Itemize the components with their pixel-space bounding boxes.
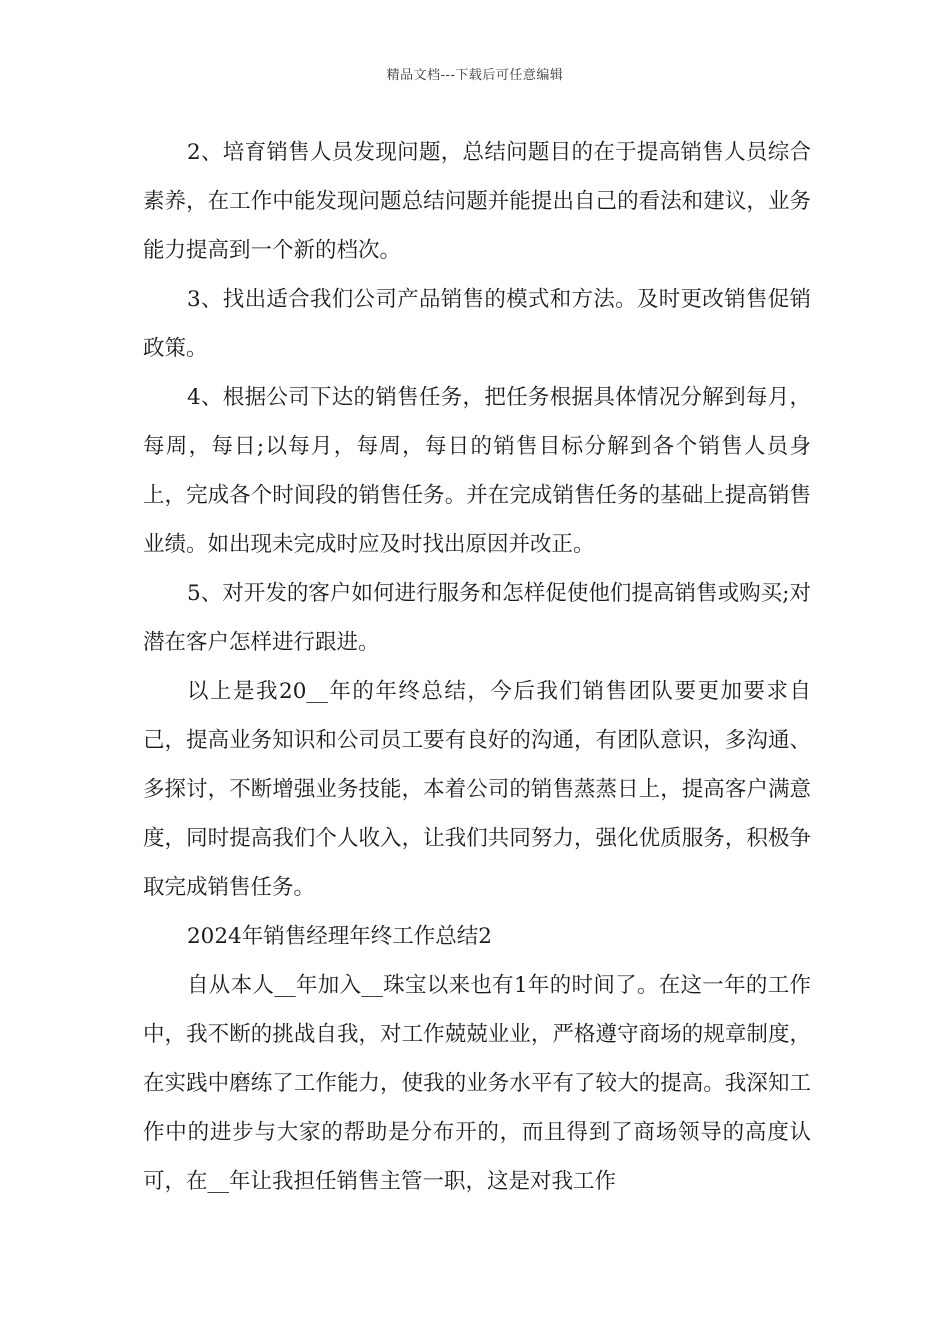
paragraph-item-5: 5、对开发的客户如何进行服务和怎样促使他们提高销售或购买;对潜在客户怎样进行跟进。 [143,581,811,655]
paragraph-intro: 自从本人__年加入__珠宝以来也有1年的时间了。在这一年的工作中，我不断的挑战自我，对工作兢兢业业，严格遵守商场的规章制度，在实践中磨练了工作能力，使我的业务水平有了较大的提高。我深知工作中的进步与大家的帮助是分布开的，而且得到了商场领导的高度认可，在__年让我担任销售主管一职，这是对我工作 [143,973,811,1194]
paragraph-item-3: 3、找出适合我们公司产品销售的模式和方法。及时更改销售促销政策。 [143,287,811,361]
page-header: 精品文档---下载后可任意编辑 [386,68,564,83]
paragraph-summary: 以上是我20__年的年终总结，今后我们销售团队要更加要求自己，提高业务知识和公司员工要有良好的沟通，有团队意识，多沟通、多探讨，不断增强业务技能，本着公司的销售蒸蒸日上，提高客户满意度，同时提高我们个人收入，让我们共同努力，强化优质服务，积极争取完成销售任务。 [143,679,811,900]
paragraph-item-4: 4、根据公司下达的销售任务，把任务根据具体情况分解到每月，每周，每日;以每月，每周，每日的销售目标分解到各个销售人员身上，完成各个时间段的销售任务。并在完成销售任务的基础上提高销售业绩。如出现未完成时应及时找出原因并改正。 [143,385,811,557]
document-body [143,128,811,1206]
paragraph-item-2: 2、培育销售人员发现问题，总结问题目的在于提高销售人员综合素养，在工作中能发现问题总结问题并能提出自己的看法和建议，业务能力提高到一个新的档次。 [143,140,811,263]
section-heading: 2024年销售经理年终工作总结2 [187,924,492,949]
